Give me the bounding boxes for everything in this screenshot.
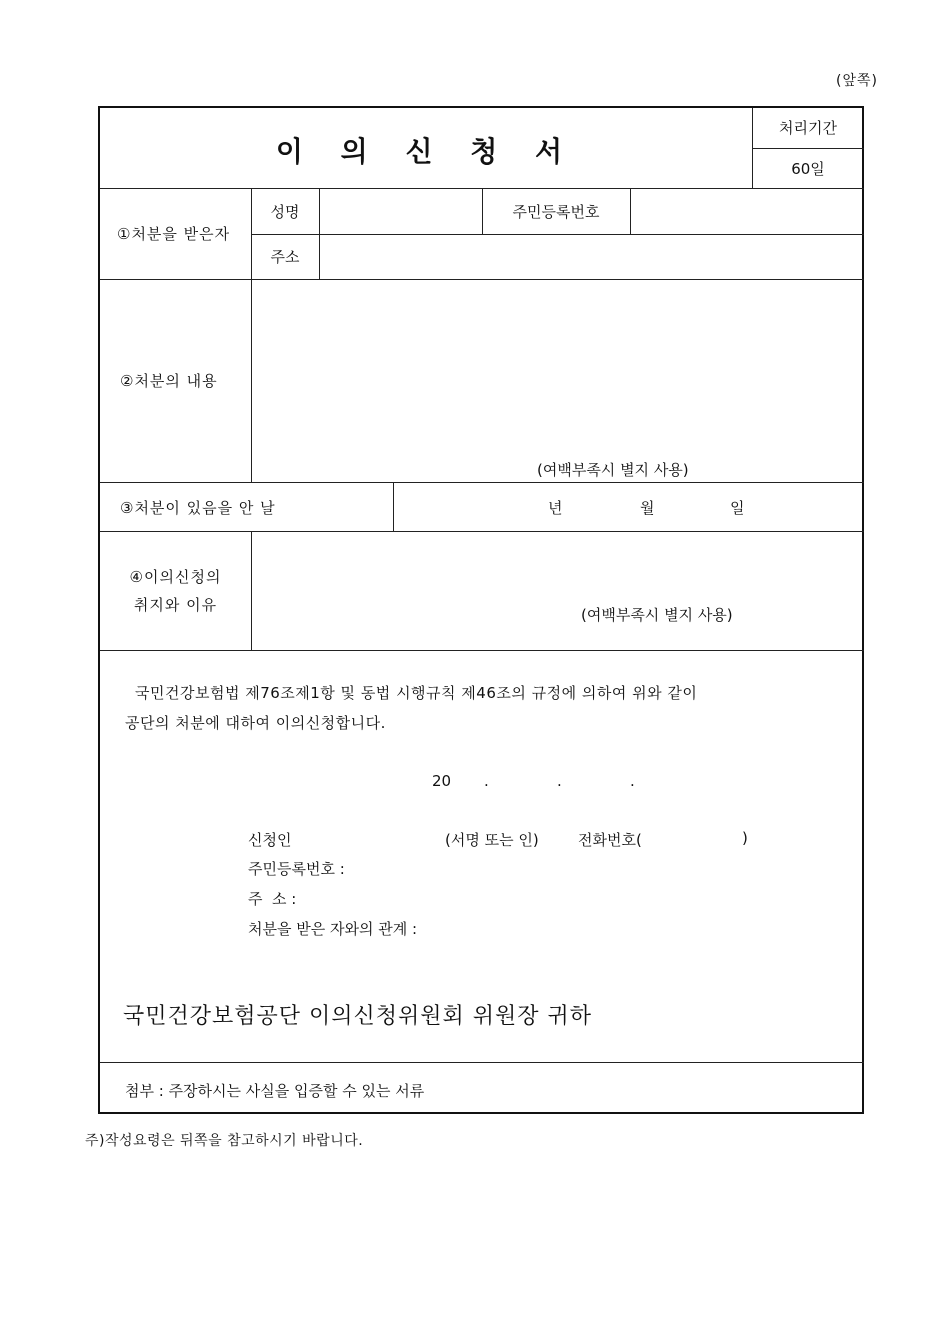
phone-label: 전화번호( — [578, 831, 642, 849]
day-label: 일 — [730, 499, 745, 517]
declaration-line1: 국민건강보험법 제76조제1항 및 동법 시행규칙 제46조의 규정에 의하여 위와 같이 — [135, 684, 698, 702]
date-dot-2: . — [557, 772, 562, 790]
section3-label: ③처분이 있음을 안 날 — [120, 499, 276, 517]
objection-form — [98, 106, 864, 1114]
disposition-content-field[interactable] — [255, 284, 860, 454]
name-field[interactable] — [321, 194, 481, 232]
sign-label: (서명 또는 인) — [445, 831, 539, 849]
addressee: 국민건강보험공단 이의신청위원회 위원장 귀하 — [123, 1004, 593, 1029]
date-dot-3: . — [630, 772, 635, 790]
attachment-note: 첨부 : 주장하시는 사실을 입증할 수 있는 서류 — [125, 1082, 425, 1100]
section1-label: ①처분을 받은자 — [117, 225, 231, 243]
form-title: 이 의 신 청 서 — [275, 135, 577, 168]
processing-period-value: 60일 — [791, 160, 825, 178]
section2-note: (여백부족시 별지 사용) — [537, 461, 689, 479]
declaration-line2: 공단의 처분에 대하여 이의신청합니다. — [125, 714, 386, 732]
footnote: 주)작성요령은 뒤쪽을 참고하시기 바랍니다. — [85, 1133, 364, 1149]
resident-label: 주민등록번호 : — [248, 860, 345, 878]
resident-no-field[interactable] — [632, 194, 860, 232]
section4-label-line1: ④이의신청의 — [129, 568, 222, 586]
date-dot-1: . — [484, 772, 489, 790]
applicant-label: 신청인 — [248, 831, 292, 849]
applicant-address-label: 주 소 : — [248, 890, 297, 908]
page-side-label: (앞쪽) — [836, 73, 878, 89]
section2-label: ②처분의 내용 — [120, 372, 218, 390]
year-label: 년 — [548, 499, 563, 517]
section4-note: (여백부족시 별지 사용) — [581, 606, 733, 624]
name-label: 성명 — [270, 203, 300, 221]
objection-reason-field[interactable] — [255, 536, 860, 600]
address-field[interactable] — [321, 238, 861, 276]
processing-period-label: 처리기간 — [779, 119, 837, 137]
address-label: 주소 — [270, 248, 300, 266]
date-prefix: 20 — [432, 772, 452, 790]
month-label: 월 — [640, 499, 655, 517]
section4-label-line2: 취지와 이유 — [133, 596, 218, 614]
resident-no-label: 주민등록번호 — [512, 203, 600, 221]
phone-close: ) — [742, 829, 748, 847]
relation-label: 처분을 받은 자와의 관계 : — [248, 920, 418, 938]
